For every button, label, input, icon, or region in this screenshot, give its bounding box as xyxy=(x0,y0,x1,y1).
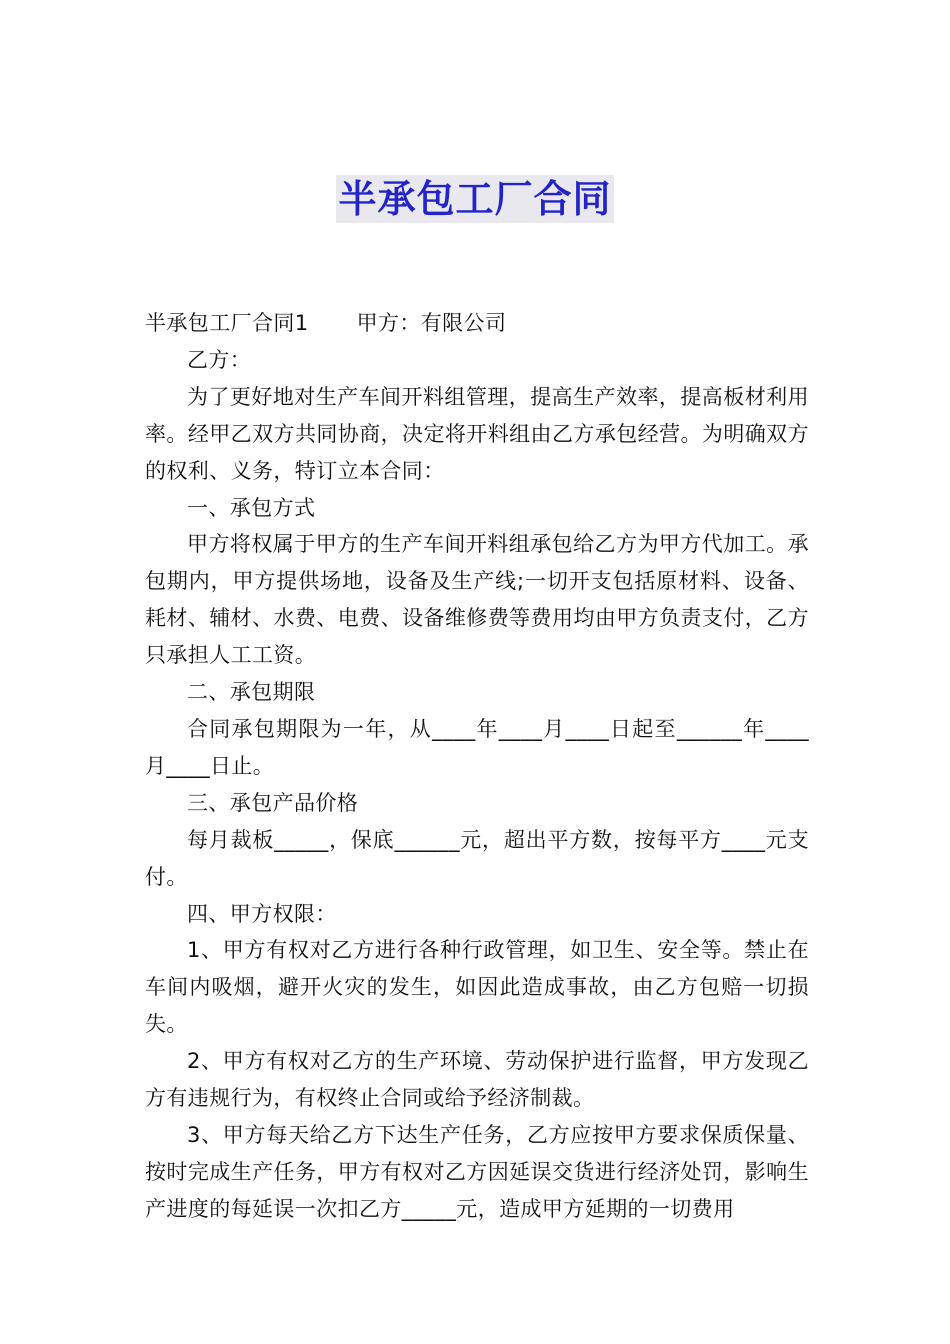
product-price-paragraph: 每月裁板_____，保底______元，超出平方数，按每平方____元支付。 xyxy=(145,827,809,889)
section-heading-product-price: 三、承包产品价格 xyxy=(187,790,359,815)
heading-line xyxy=(145,305,809,342)
party-a-rights-item-3: 3、甲方每天给乙方下达生产任务，乙方应按甲方要求保质保量、按时完成生产任务，甲方有权对乙方因延误交货进行经济处罚，影响生产进度的每延误一次扣乙方_____元，造成甲方延期的一切费用 xyxy=(145,1122,809,1221)
section-heading-contract-method: 一、承包方式 xyxy=(187,495,316,520)
preamble-paragraph: 为了更好地对生产车间开料组管理，提高生产效率，提高板材利用率。经甲乙双方共同协商，决定将开料组由乙方承包经营。为明确双方的权利、义务，特订立本合同： xyxy=(145,384,809,483)
contract-label: 半承包工厂合同1 xyxy=(145,311,309,335)
party-a-rights-item-1: 1、甲方有权对乙方进行各种行政管理，如卫生、安全等。禁止在车间内吸烟，避开火灾的发生，如因此造成事故，由乙方包赔一切损失。 xyxy=(145,938,809,1037)
document-body xyxy=(145,305,809,1228)
section-heading-party-a-rights: 四、甲方权限： xyxy=(187,901,337,926)
contract-term-paragraph: 合同承包期限为一年，从____年____月____日起至______年____月____日止。 xyxy=(145,716,809,778)
party-b-line: 乙方： xyxy=(187,347,252,372)
section-heading-contract-term: 二、承包期限 xyxy=(187,680,316,705)
party-a-line: 甲方：有限公司 xyxy=(356,311,507,335)
title-container xyxy=(0,175,950,223)
document-title: 半承包工厂合同 xyxy=(338,177,612,221)
party-a-rights-item-2: 2、甲方有权对乙方的生产环境、劳动保护进行监督，甲方发现乙方有违规行为，有权终止合同或给予经济制裁。 xyxy=(145,1049,809,1111)
contract-method-paragraph: 甲方将权属于甲方的生产车间开料组承包给乙方为甲方代加工。承包期内，甲方提供场地，设备及生产线;一切开支包括原材料、设备、耗材、辅材、水费、电费、设备维修费等费用均由甲方负责支付，乙方只承担人工工资。 xyxy=(145,532,809,668)
